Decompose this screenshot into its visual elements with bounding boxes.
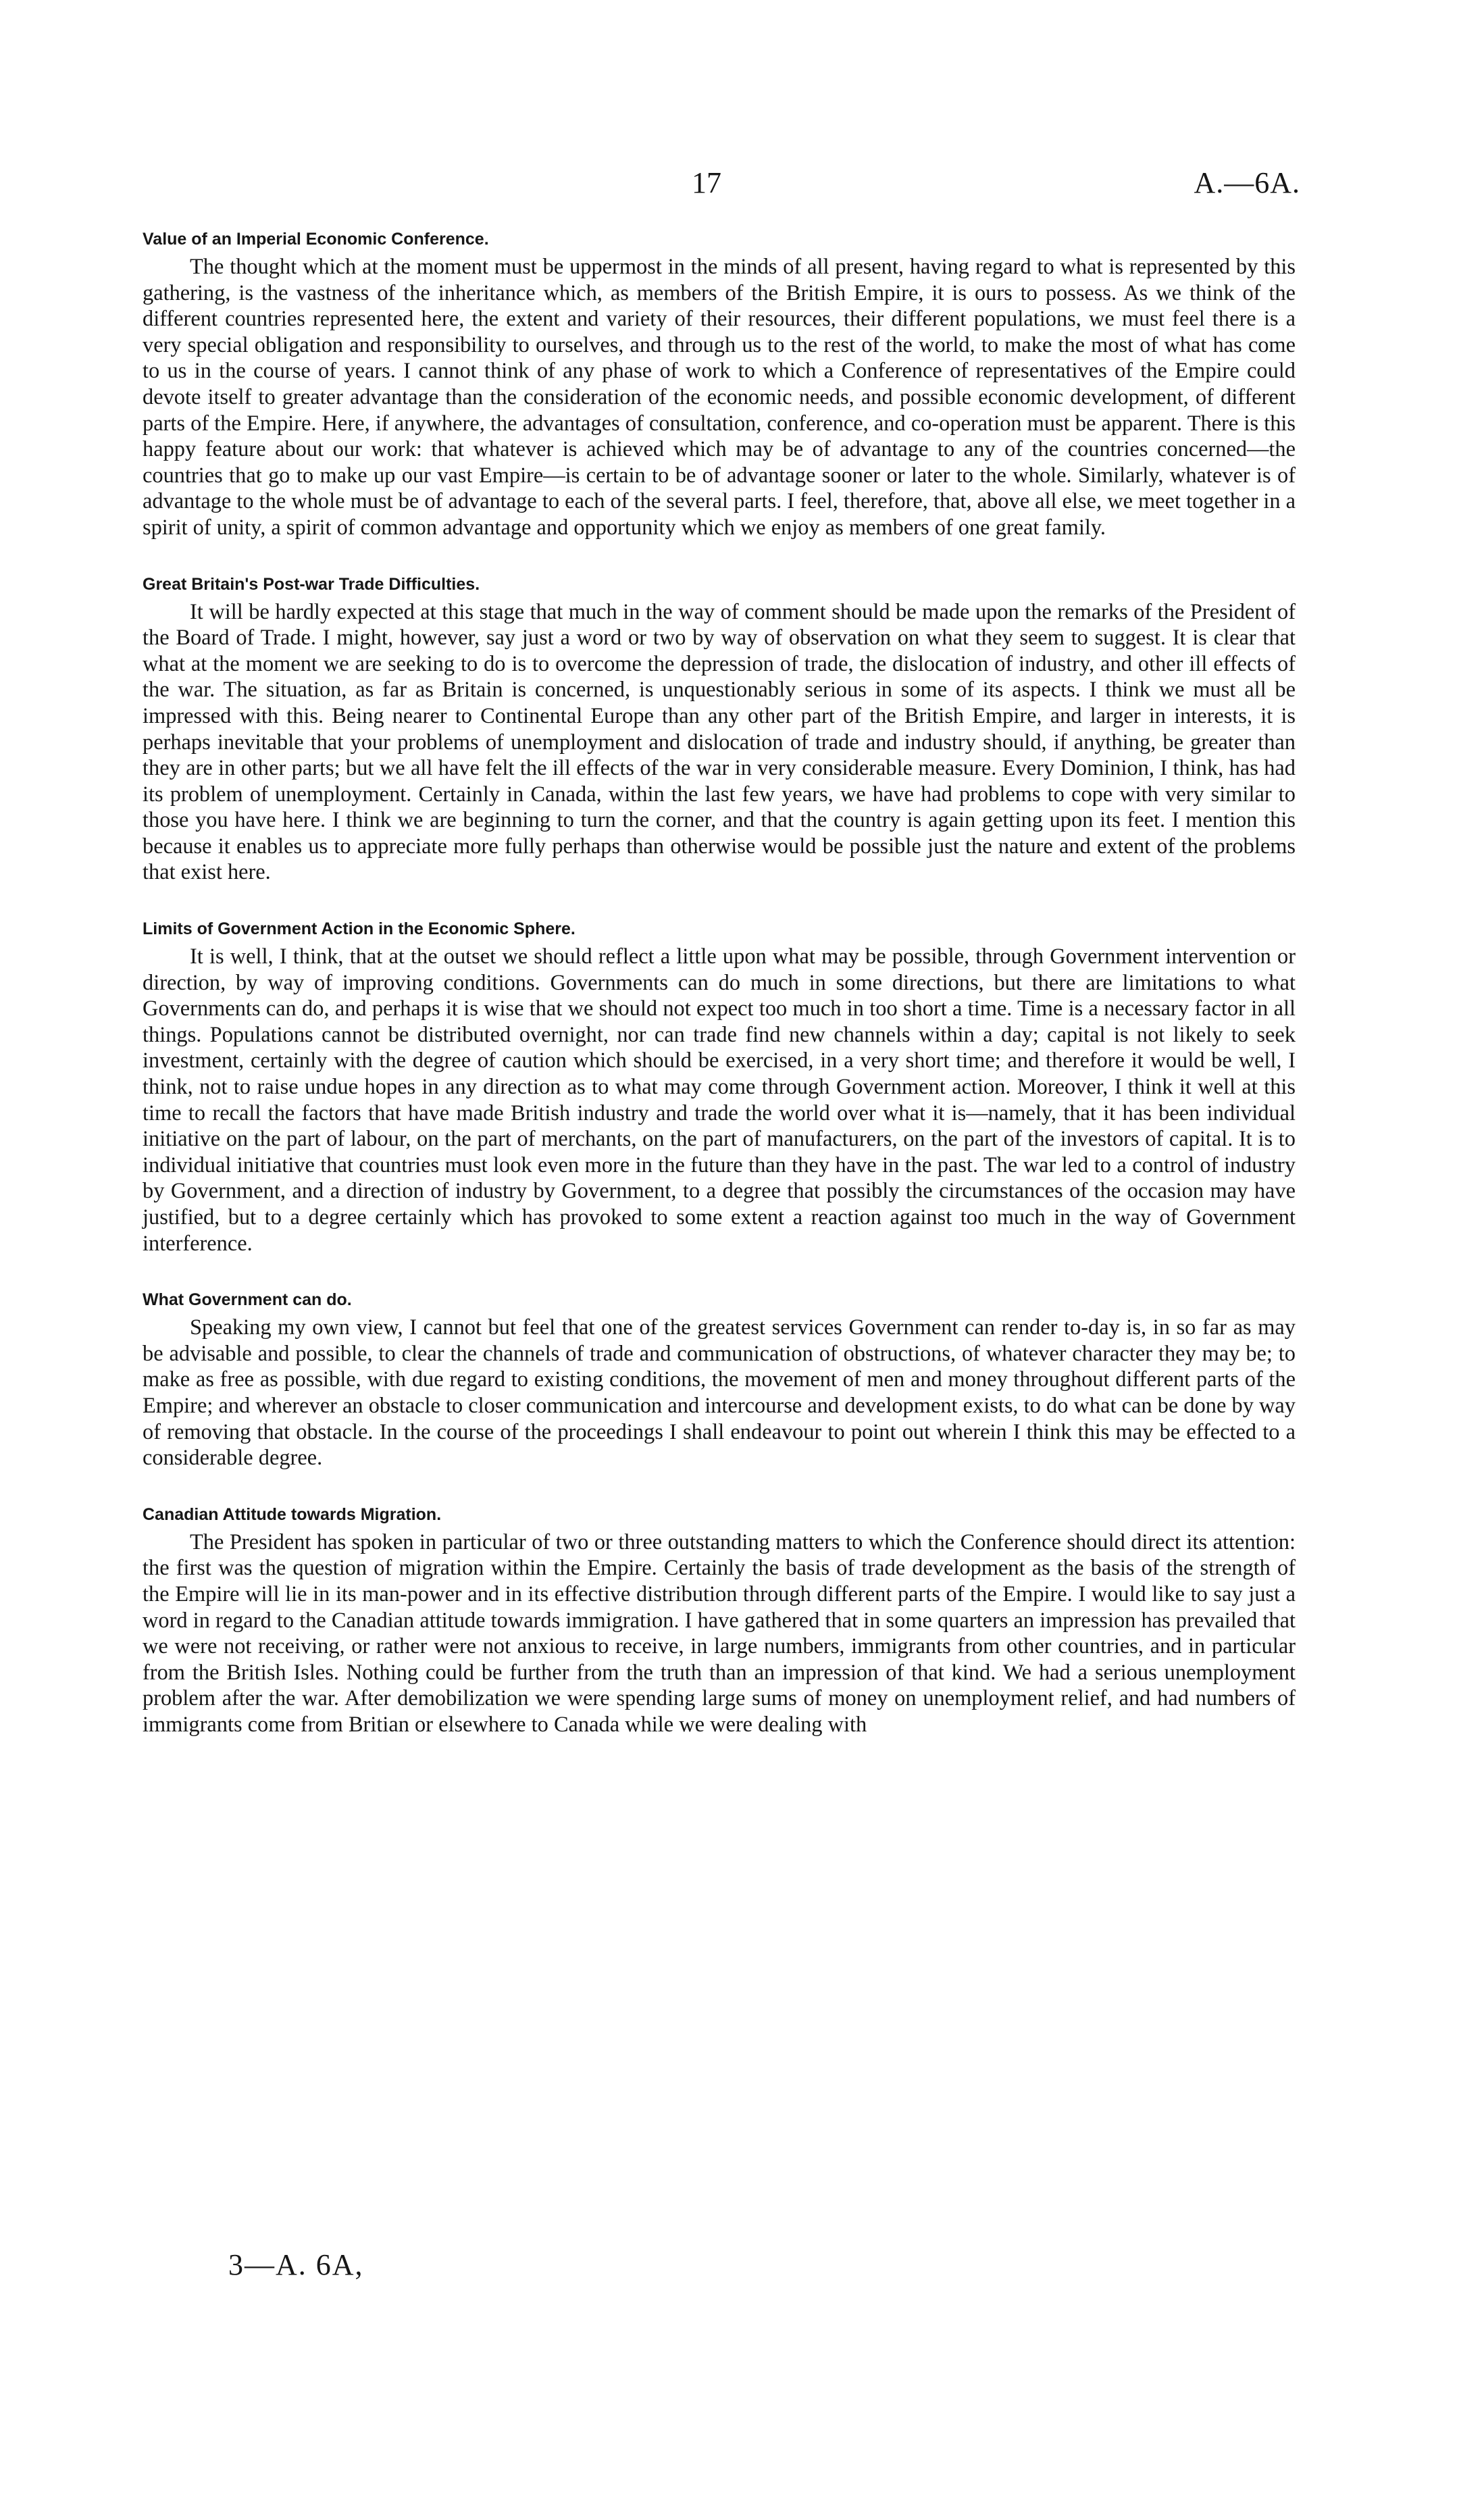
section-paragraph: The thought which at the moment must be uppermost in the minds of all present, having regard to what is represented by this gathering, is the vastness of the inheritance which, as members of the British Empire, it is ours to possess. As we think of the different countries represented here, the extent and variety of their resources, their different populations, we must feel there is a very special obligation and responsibility to ourselves, and through us to the rest of the world, to make the most of what has come to us in the course of years. I cannot think of any phase of work to which a Conference of representatives of the Empire could devote itself to greater advantage than the consideration of the economic needs, and possible economic development, of different parts of the Empire. Here, if anywhere, the advantages of consultation, conference, and co-operation must be apparent. There is this happy feature about our work: that whatever is achieved which may be of advantage to any of the countries concerned—the countries that go to make up our vast Empire—is certain to be of advantage sooner or later to the whole. Similarly, whatever is of advantage to the whole must be of advantage to each of the several parts. I feel, therefore, that, above all else, we meet together in a spirit of unity, a spirit of common advantage and opportunity which we enjoy as members of one great family. bbox=[143, 255, 1296, 540]
section-canadian-attitude-migration bbox=[143, 1502, 1296, 1738]
document-reference: A.—6A. bbox=[1194, 166, 1300, 199]
section-what-government-can-do bbox=[143, 1288, 1296, 1471]
section-paragraph: It will be hardly expected at this stage that much in the way of comment should be made upon the remarks of the President of the Board of Trade. I might, however, say just a word or two by way of observation on what they seem to suggest. It is clear that what at the moment we are seeking to do is to overcome the depression of trade, the dislocation of industry, and other ill effects of the war. The situation, as far as Britain is concerned, is unquestionably serious in some of its aspects. I think we must all be impressed with this. Being nearer to Continental Europe than any other part of the British Empire, and larger in interests, it is perhaps inevitable that your problems of unemployment and dislocation of trade and industry should, if anything, be greater than they are in other parts; but we all have felt the ill effects of the war in very considerable measure. Every Dominion, I think, has had its problem of unemployment. Certainly in Canada, within the last few years, we have had problems to cope with very similar to those you have here. I think we are beginning to turn the corner, and that the country is again getting upon its feet. I mention this because it enables us to appreciate more fully perhaps than otherwise would be possible just the nature and extent of the problems that exist here. bbox=[143, 599, 1296, 885]
section-heading: Great Britain's Post-war Trade Difficulties. bbox=[143, 574, 480, 594]
section-heading: Canadian Attitude towards Migration. bbox=[143, 1504, 442, 1524]
section-heading: Limits of Government Action in the Economic Sphere. bbox=[143, 919, 575, 939]
section-imperial-economic-conference bbox=[143, 227, 1296, 541]
page-header bbox=[0, 159, 1484, 207]
page-content bbox=[143, 227, 1296, 1769]
section-paragraph: It is well, I think, that at the outset we should reflect a little upon what may be possible, through Government intervention or direction, by way of improving conditions. Governments can do much in some directions, but there are limitations to what Governments can do, and perhaps it is wise that we should not expect too much in too short a time. Time is a necessary factor in all things. Populations cannot be distributed overnight, nor can trade find new channels within a day; capital is not likely to seek investment, certainly with the degree of caution which should be exercised, in a very short time; and therefore it would be well, I think, not to raise undue hopes in any direction as to what may come through Government action. Moreover, I think it well at this time to recall the factors that have made British industry and trade the world over what it is—namely, that it has been individual initiative on the part of labour, on the part of merchants, on the part of manufacturers, on the part of the investors of capital. It is to individual initiative that countries must look even more in the future than they have in the past. The war led to a control of industry by Government, and a direction of industry by Government, to a degree that possibly the circumstances of the occasion may have justified, but to a degree certainly which has provoked to some extent a reaction against too much in the way of Government interference. bbox=[143, 944, 1296, 1256]
section-heading: Value of an Imperial Economic Conference. bbox=[143, 230, 489, 249]
section-limits-of-government-action bbox=[143, 917, 1296, 1256]
signature-mark: 3—A. 6A, bbox=[228, 2248, 364, 2281]
page-number: 17 bbox=[692, 166, 721, 199]
section-post-war-trade-difficulties bbox=[143, 572, 1296, 886]
section-paragraph: Speaking my own view, I cannot but feel that one of the greatest services Government can render to-day is, in so far as may be advisable and possible, to clear the channels of trade and communication of obstructions, of whatever character they may be; to make as free as possible, with due regard to existing conditions, the movement of men and money throughout different parts of the Empire; and wherever an obstacle to closer communication and intercourse and development exists, to do what can be done by way of removing that obstacle. In the course of the proceedings I shall endeavour to point out wherein I think this may be effected to a considerable degree. bbox=[143, 1315, 1296, 1471]
section-heading: What Government can do. bbox=[143, 1290, 352, 1310]
section-paragraph: The President has spoken in particular of two or three outstanding matters to which the Conference should direct its attention: the first was the question of migration within the Empire. Certainly the basis of trade development as the basis of the strength of the Empire will lie in its man-power and in its effective distribution through different parts of the Empire. I would like to say just a word in regard to the Canadian attitude towards immigration. I have gathered that in some quarters an impression has prevailed that we were not receiving, or rather were not anxious to receive, in large numbers, immigrants from other countries, and in particular from the British Isles. Nothing could be further from the truth than an impression of that kind. We had a serious unemployment problem after the war. After demobilization we were spending large sums of money on unemployment relief, and had numbers of immigrants come from Britian or elsewhere to Canada while we were dealing with bbox=[143, 1529, 1296, 1737]
